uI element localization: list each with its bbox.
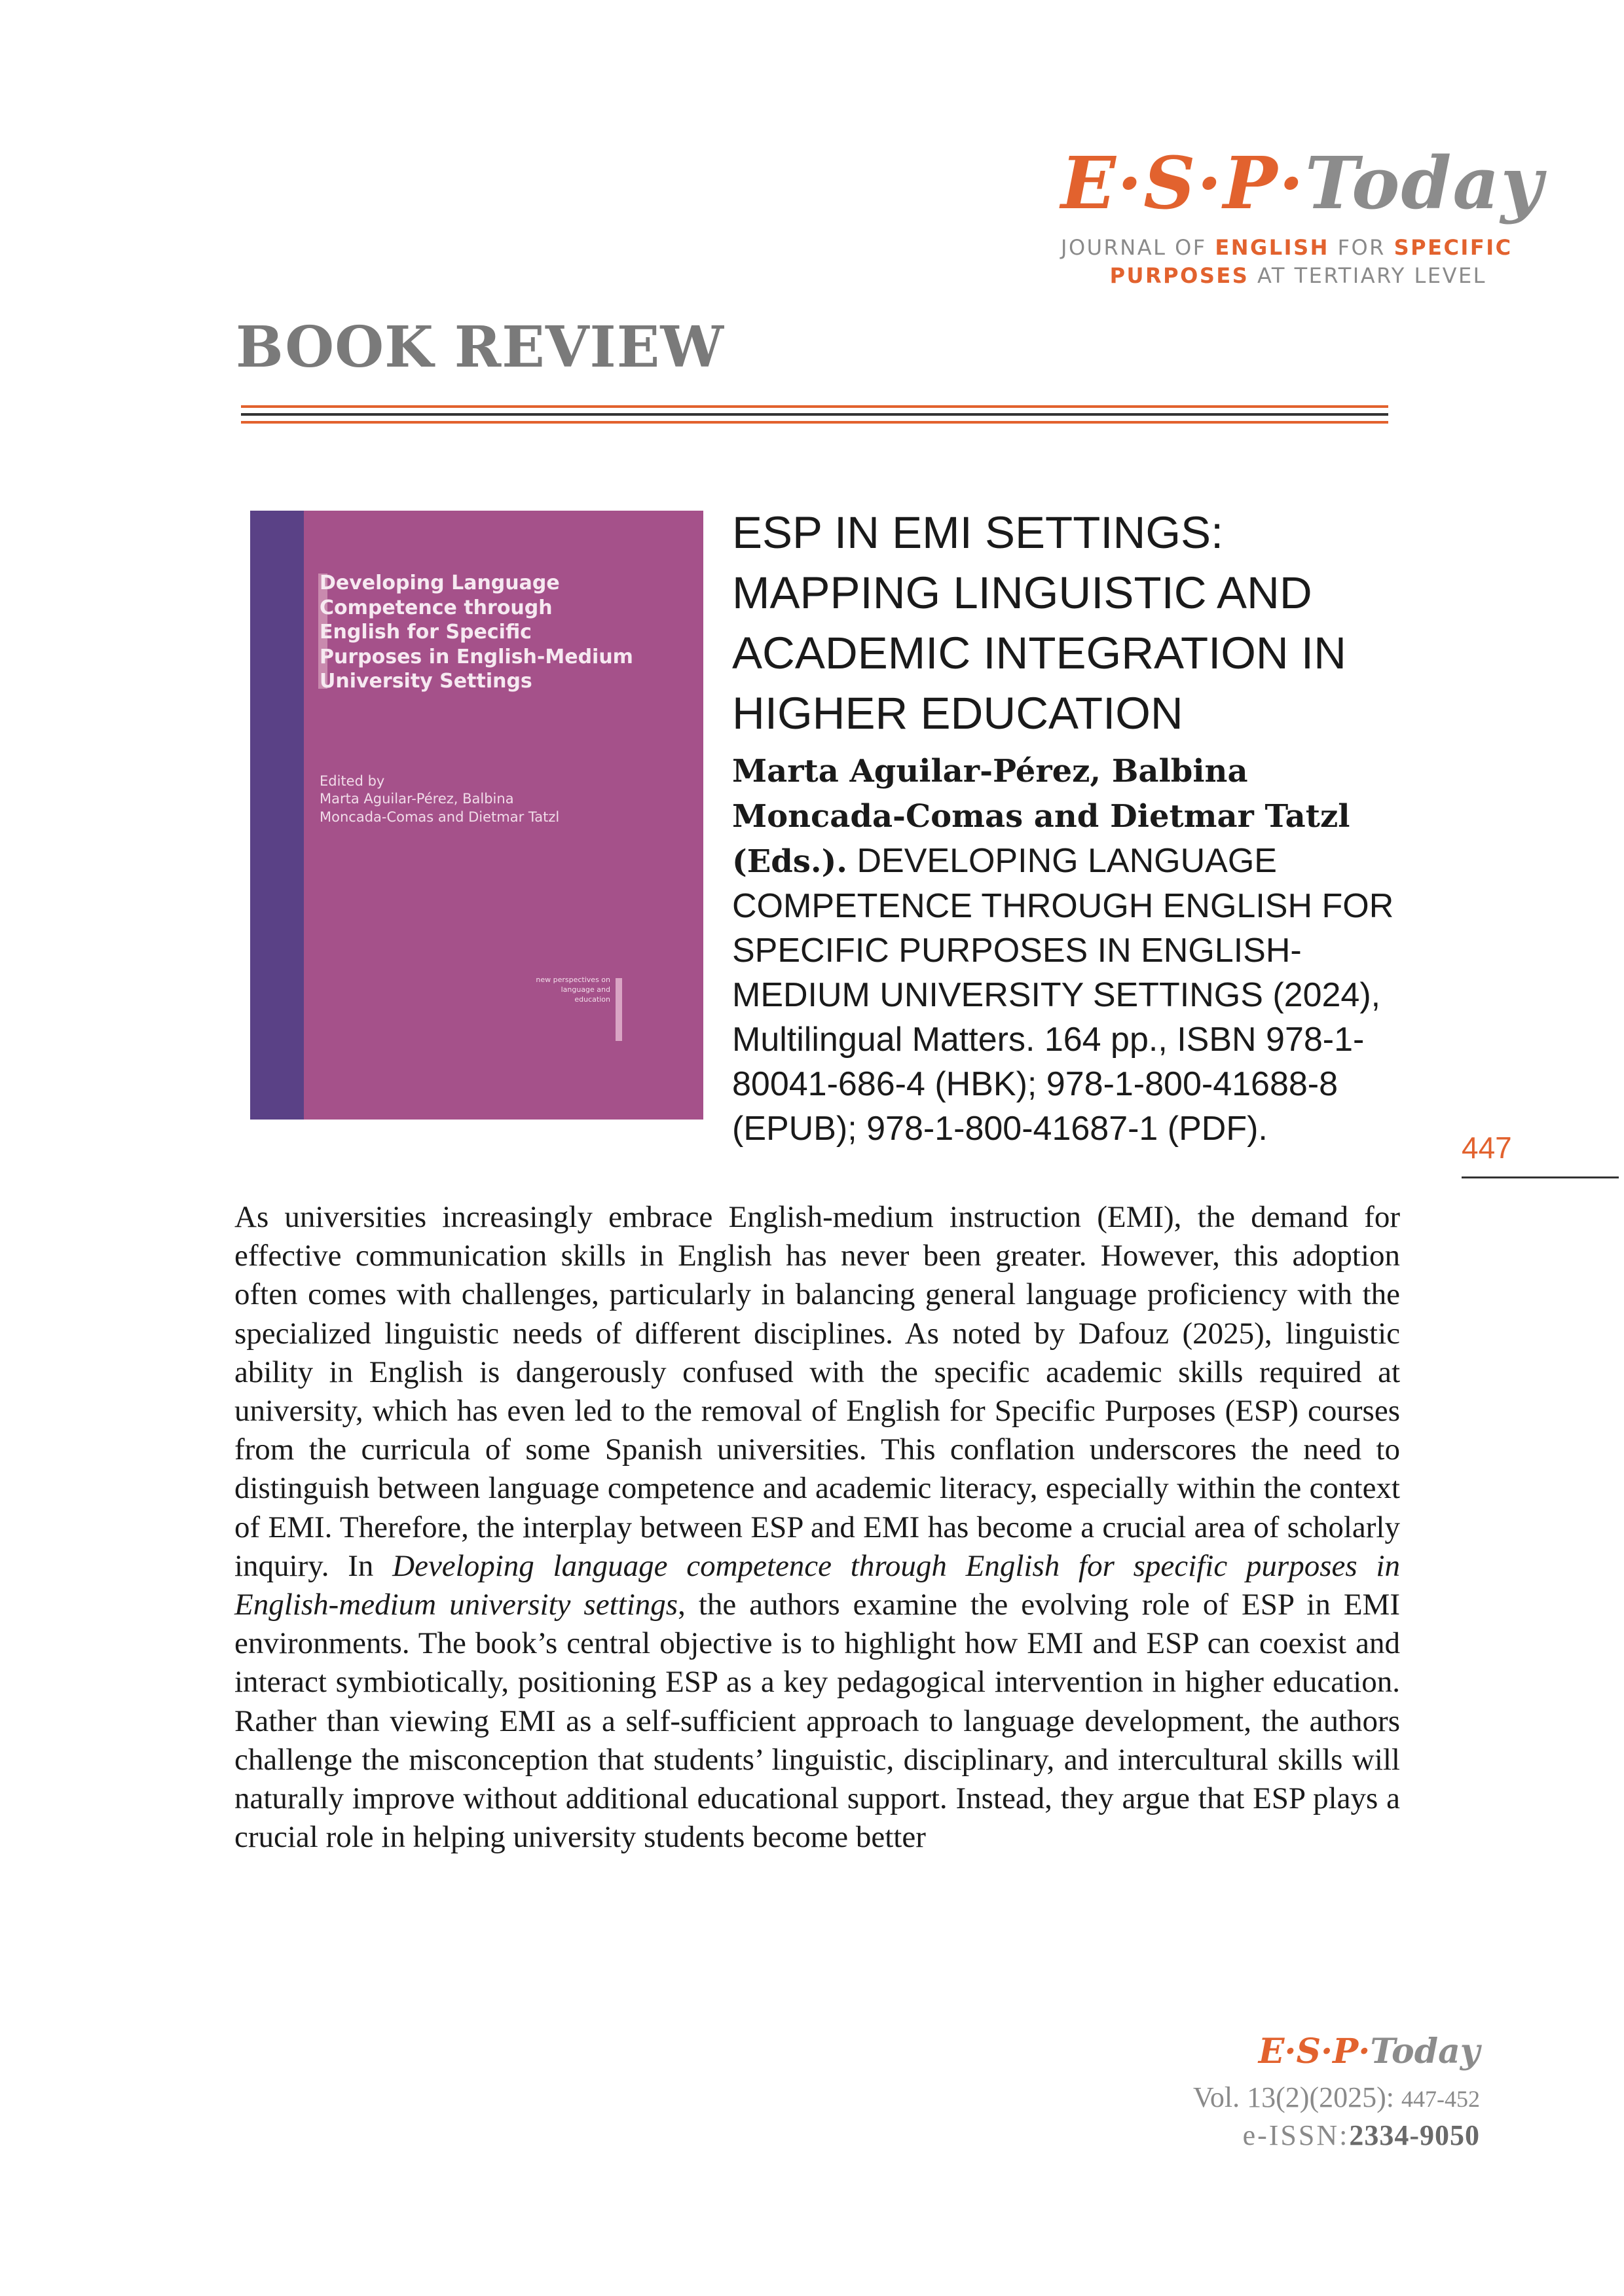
- section-title: BOOK REVIEW: [236, 314, 724, 380]
- body-paragraph: [234, 1198, 1400, 1857]
- tagline-part: JOURNAL OF: [1061, 235, 1215, 260]
- book-cover-image: [250, 511, 703, 1120]
- tagline-part: PURPOSES: [1109, 263, 1249, 289]
- cover-editors: [320, 773, 581, 826]
- issn-label: e-ISSN:: [1242, 2119, 1350, 2151]
- page-number-rule: [1462, 1176, 1619, 1178]
- body-text-span: , the authors examine the evolving role of ESP in EMI environments. The book’s central objective is to highlight how EMI and ESP can coexist and interact symbiotically, positioning ESP as a key pedagogical intervention in higher education. Rather than viewing EMI as a self-sufficient approach to language development, the authors challenge the misconception that students’ linguistic, disciplinary, and intercultural skills will naturally improve without additional educational support. Instead, they argue that ESP plays a crucial role in helping university students become better: [234, 1588, 1400, 1855]
- body-text-span: As universities increasingly embrace English-medium instruction (EMI), the demand for effective communication skills in English has never been greater. However, this adoption often comes with challenges, particularly in balancing general language proficiency with the specialized linguistic needs of different disciplines. As noted by Dafouz (2025), linguistic ability in English is dangerously confused with the specific academic skills required at university, which has even led to the removal of English for Specific Purposes (ESP) courses from the curricula of some Spanish universities. This conflation underscores the need to distinguish between language competence and academic literacy, especially within the context of EMI. Therefore, the interplay between ESP and EMI has become a crucial area of scholarly inquiry. In: [234, 1200, 1400, 1583]
- footer-logo-today: Today: [1370, 2032, 1480, 2071]
- cover-edited-by: Edited by: [320, 773, 385, 789]
- book-title-italic: Developing language competence through English for specific purposes in English-medium university settings: [234, 1548, 1400, 1622]
- tagline-part: SPECIFIC: [1393, 235, 1513, 260]
- journal-logo: [1061, 141, 1544, 290]
- footer-issn: [1022, 2119, 1480, 2152]
- footer-logo-esp: E·S·P: [1258, 2032, 1359, 2071]
- cover-series-mark: [532, 975, 643, 1048]
- cover-editor-names: Marta Aguilar-Pérez, Balbina Moncada-Comas and Dietmar Tatzl: [320, 791, 560, 825]
- tagline-part: FOR: [1329, 235, 1394, 260]
- footer-logo-separator: ·: [1358, 2032, 1371, 2071]
- logo-today-text: Today: [1304, 141, 1544, 225]
- page-range: 447-452: [1401, 2086, 1480, 2112]
- review-book-details: DEVELOPING LANGUAGE COMPETENCE THROUGH ENGLISH FOR SPECIFIC PURPOSES IN ENGLISH-MEDIUM UNIVERSITY SETTINGS (2024), Multilingual Matters. 164 pp., ISBN 978-1-80041-686-4 (HBK); 978-1-800-41688-8 (EPUB); 978-1-800-41687-1 (PDF).: [732, 842, 1394, 1148]
- header-divider: [241, 403, 1388, 429]
- body-text: [234, 1198, 1400, 1857]
- journal-tagline: [1061, 234, 1513, 290]
- cover-series-text: new perspectives on language and education: [536, 975, 610, 1004]
- logo-separator: ·: [1278, 141, 1305, 225]
- volume-label: Vol. 13(2)(2025):: [1192, 2081, 1401, 2113]
- logo-esp-text: E·S·P: [1061, 141, 1279, 225]
- tagline-part: AT TERTIARY LEVEL: [1249, 263, 1486, 289]
- cover-series-bar: [616, 978, 622, 1041]
- page-number: 447: [1462, 1131, 1512, 1165]
- cover-title: Developing Language Competence through English for Specific Purposes in English-Medium University Settings: [320, 572, 633, 693]
- review-bibliographic-details: [732, 748, 1420, 1151]
- review-authors: Marta Aguilar-Pérez, Balbina Moncada-Comas and Dietmar Tatzl (Eds.).: [732, 753, 1350, 880]
- journal-wordmark: [1061, 141, 1544, 225]
- footer-logo: [1244, 2032, 1480, 2071]
- issn-value: 2334-9050: [1349, 2119, 1480, 2151]
- cover-side-strip: [250, 511, 304, 1120]
- footer-volume: [1022, 2081, 1480, 2114]
- tagline-part: ENGLISH: [1215, 235, 1329, 260]
- review-title: ESP IN EMI SETTINGS: MAPPING LINGUISTIC AND ACADEMIC INTEGRATION IN HIGHER EDUCATION: [732, 507, 1346, 738]
